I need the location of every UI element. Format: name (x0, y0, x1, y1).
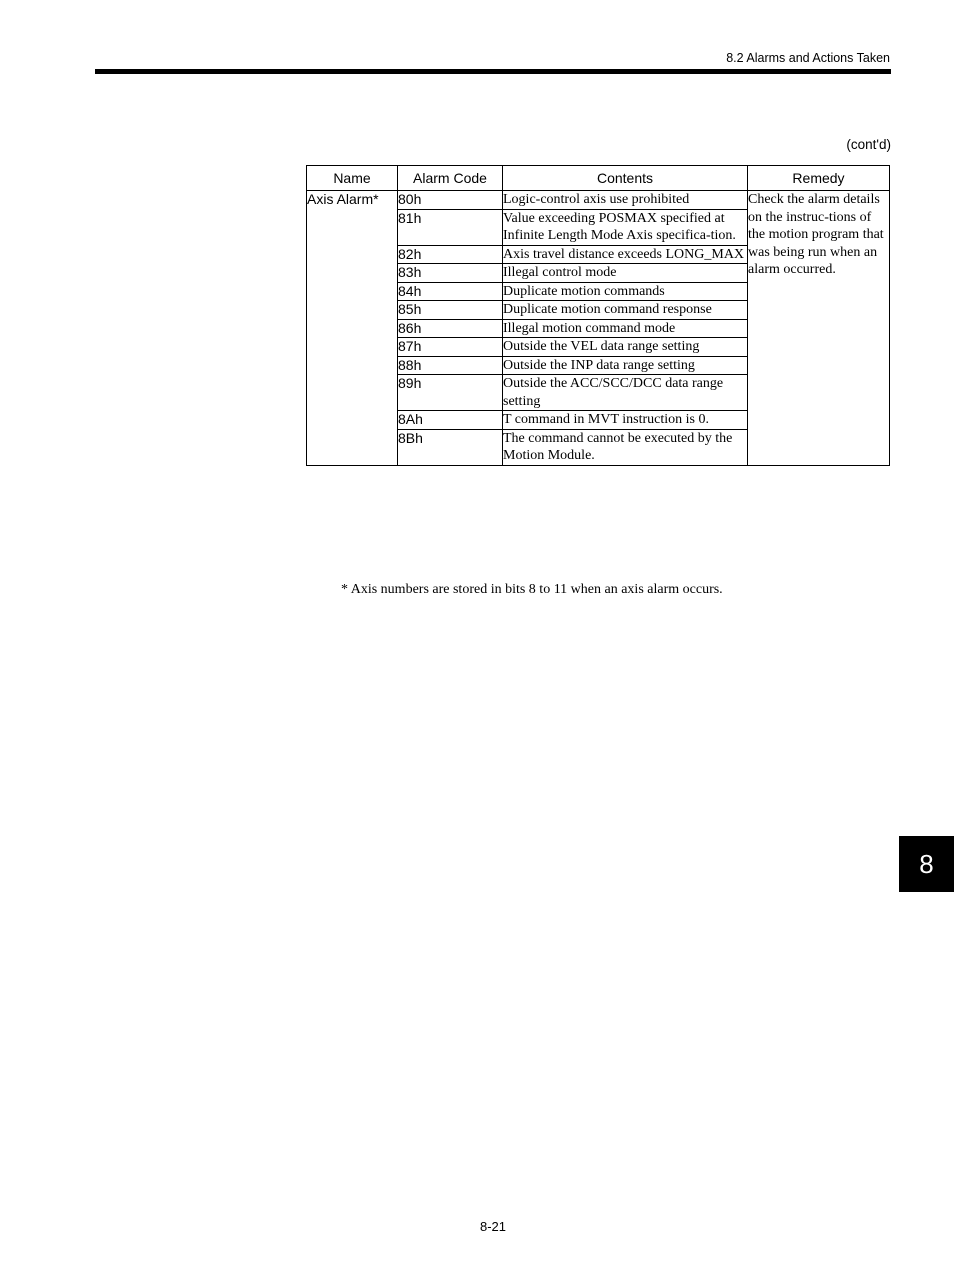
alarm-contents: Value exceeding POSMAX specified at Infinite Length Mode Axis specifica-tion. (503, 209, 748, 245)
alarm-contents: Logic-control axis use prohibited (503, 191, 748, 210)
alarm-code: 84h (398, 282, 503, 301)
alarm-name-cell: Axis Alarm* (307, 191, 398, 466)
alarm-code: 89h (398, 375, 503, 411)
alarm-code: 80h (398, 191, 503, 210)
alarm-code: 8Bh (398, 429, 503, 465)
alarm-contents: Illegal motion command mode (503, 319, 748, 338)
alarm-code: 87h (398, 338, 503, 357)
table-footnote: * Axis numbers are stored in bits 8 to 11 when an axis alarm occurs. (341, 582, 723, 597)
section-header: 8.2 Alarms and Actions Taken (726, 51, 890, 65)
alarm-contents: Axis travel distance exceeds LONG_MAX (503, 245, 748, 264)
alarm-code: 85h (398, 301, 503, 320)
alarm-code: 8Ah (398, 411, 503, 430)
column-header-alarm-code: Alarm Code (398, 166, 503, 191)
alarm-contents: Outside the VEL data range setting (503, 338, 748, 357)
remedy-cell: Check the alarm details on the instruc-tions of the motion program that was being run when an alarm occurred. (748, 191, 890, 466)
alarm-contents: Duplicate motion command response (503, 301, 748, 320)
table-header-row (307, 166, 890, 191)
alarm-contents: Outside the ACC/SCC/DCC data range setting (503, 375, 748, 411)
alarm-code: 86h (398, 319, 503, 338)
alarm-contents: Outside the INP data range setting (503, 356, 748, 375)
alarm-contents: The command cannot be executed by the Motion Module. (503, 429, 748, 465)
header-rule (95, 69, 891, 74)
alarm-code: 81h (398, 209, 503, 245)
alarm-code: 83h (398, 264, 503, 283)
alarm-contents: Illegal control mode (503, 264, 748, 283)
alarm-contents: Duplicate motion commands (503, 282, 748, 301)
column-header-remedy: Remedy (748, 166, 890, 191)
alarm-code: 88h (398, 356, 503, 375)
table-row (307, 191, 890, 210)
column-header-contents: Contents (503, 166, 748, 191)
alarm-code: 82h (398, 245, 503, 264)
page-number: 8-21 (479, 1219, 507, 1234)
continued-label: (cont'd) (846, 137, 891, 152)
alarm-contents: T command in MVT instruction is 0. (503, 411, 748, 430)
column-header-name: Name (307, 166, 398, 191)
alarm-table (306, 165, 890, 466)
chapter-tab: 8 (899, 836, 954, 892)
